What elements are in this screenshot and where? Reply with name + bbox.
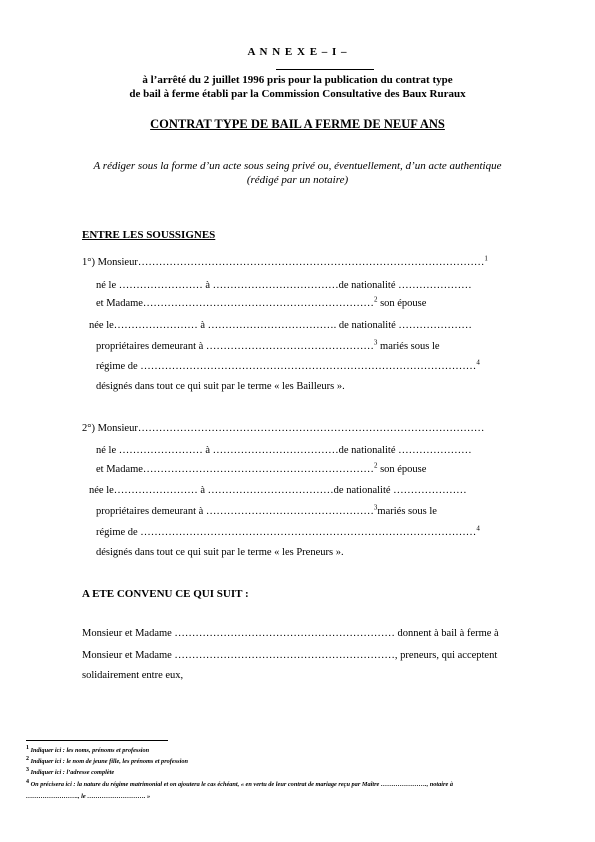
preneurs-line-3 [96,461,427,475]
son-epouse-label: son épouse [377,464,427,475]
preneurs-address-field[interactable]: propriétaires demeurant à ………………………………………… [96,506,374,517]
preneurs-line-2[interactable]: né le …………………… à ………………………………de nationalité ………………… [96,445,472,456]
footnote-ref: 3 [373,338,378,347]
instruction-line-2: (rédigé par un notaire) [246,174,349,186]
subtitle-line-2: de bail à ferme établi par la Commission Consultative des Baux Ruraux [129,88,466,100]
bailleurs-address-field[interactable]: propriétaires demeurant à ………………………………………… [96,341,374,352]
footnote-number: 2 [26,755,29,762]
agreement-line-3: solidairement entre eux, [82,670,184,681]
footnote-ref: 2 [373,295,378,304]
footnote-4-continued [26,793,150,800]
bailleurs-line-5 [96,338,440,352]
maries-label: mariés sous le [377,341,440,352]
agreement-line-2[interactable]: Monsieur et Madame ………………………………………………………, preneurs, qui acceptent [82,650,498,661]
bailleurs-line-4[interactable]: née le…………………… à ………………………………. de nationalité ………………… [89,320,472,331]
annex-title: A N N E X E – I – [247,46,348,58]
footnote-ref: 4 [476,524,480,533]
son-epouse-label: son épouse [377,298,427,309]
preneurs-line-6 [96,524,480,538]
preneurs-regime-field[interactable]: régime de …………………………………………………………………………………… [96,527,477,538]
agreement-line-1[interactable]: Monsieur et Madame ……………………………………………………… donnent à bail à ferme à [82,628,499,639]
bailleurs-line-2[interactable]: né le …………………… à ………………………………de nationalité ………………… [96,280,472,291]
footnote-4 [26,778,453,788]
subtitle-line-1: à l’arrêté du 2 juillet 1996 pris pour la publication du contrat type [142,74,453,86]
footnote-ref: 2 [373,461,378,470]
footnote-1 [26,744,150,754]
instruction-line-1: A rédiger sous la forme d’un acte sous seing privé ou, éventuellement, d’un acte authentique [93,160,502,172]
footnote-ref: 3 [373,503,378,512]
maries-label: mariés sous le [377,506,437,517]
bailleurs-line-7: désignés dans tout ce qui suit par le terme « les Bailleurs ». [96,381,345,392]
footnote-number: 3 [26,766,29,773]
contract-title: CONTRAT TYPE DE BAIL A FERME DE NEUF ANS [150,117,445,131]
footnote-text: On précisera ici : la nature du régime matrimonial et on ajoutera le cas échéant, « en vertu de leur contrat de mariage reçu par Maître …………………., notaire à [30,781,453,788]
bailleurs-line-1 [82,254,488,268]
agreement-heading: A ETE CONVENU CE QUI SUIT : [82,588,249,600]
bailleurs-madame-field[interactable]: et Madame………………………………………………………… [96,298,374,309]
footnote-text: Indiquer ici : l’adresse complète [30,769,115,776]
preneurs-line-7: désignés dans tout ce qui suit par le terme « les Preneurs ». [96,547,344,558]
footnote-ref: 1 [484,254,488,263]
parties-heading: ENTRE LES SOUSSIGNES [82,229,216,241]
footnote-text: Indiquer ici : les noms, prénoms et profession [30,747,150,754]
bailleurs-line-3 [96,295,427,309]
preneurs-madame-field[interactable]: et Madame………………………………………………………… [96,464,374,475]
bailleurs-regime-field[interactable]: régime de …………………………………………………………………………………… [96,361,477,372]
bailleurs-monsieur-field[interactable]: 1°) Monsieur……………………………………………………………………………………… [82,257,485,268]
annex-title-rule [276,69,374,70]
footnote-2 [26,755,188,765]
footnote-3 [26,766,115,776]
bailleurs-line-6 [96,358,480,372]
footnote-number: 1 [26,744,29,751]
preneurs-line-1[interactable]: 2°) Monsieur……………………………………………………………………………………… [82,423,485,434]
footnote-text: ……………………., le ………………………. » [26,793,151,800]
footnote-separator [26,740,168,741]
preneurs-line-4[interactable]: née le…………………… à ………………………………de nationalité ………………… [89,485,467,496]
footnote-text: Indiquer ici : le nom de jeune fille, les prénoms et profession [30,758,188,765]
footnote-ref: 4 [476,358,480,367]
footnote-number: 4 [26,778,29,785]
preneurs-line-5 [96,503,437,517]
